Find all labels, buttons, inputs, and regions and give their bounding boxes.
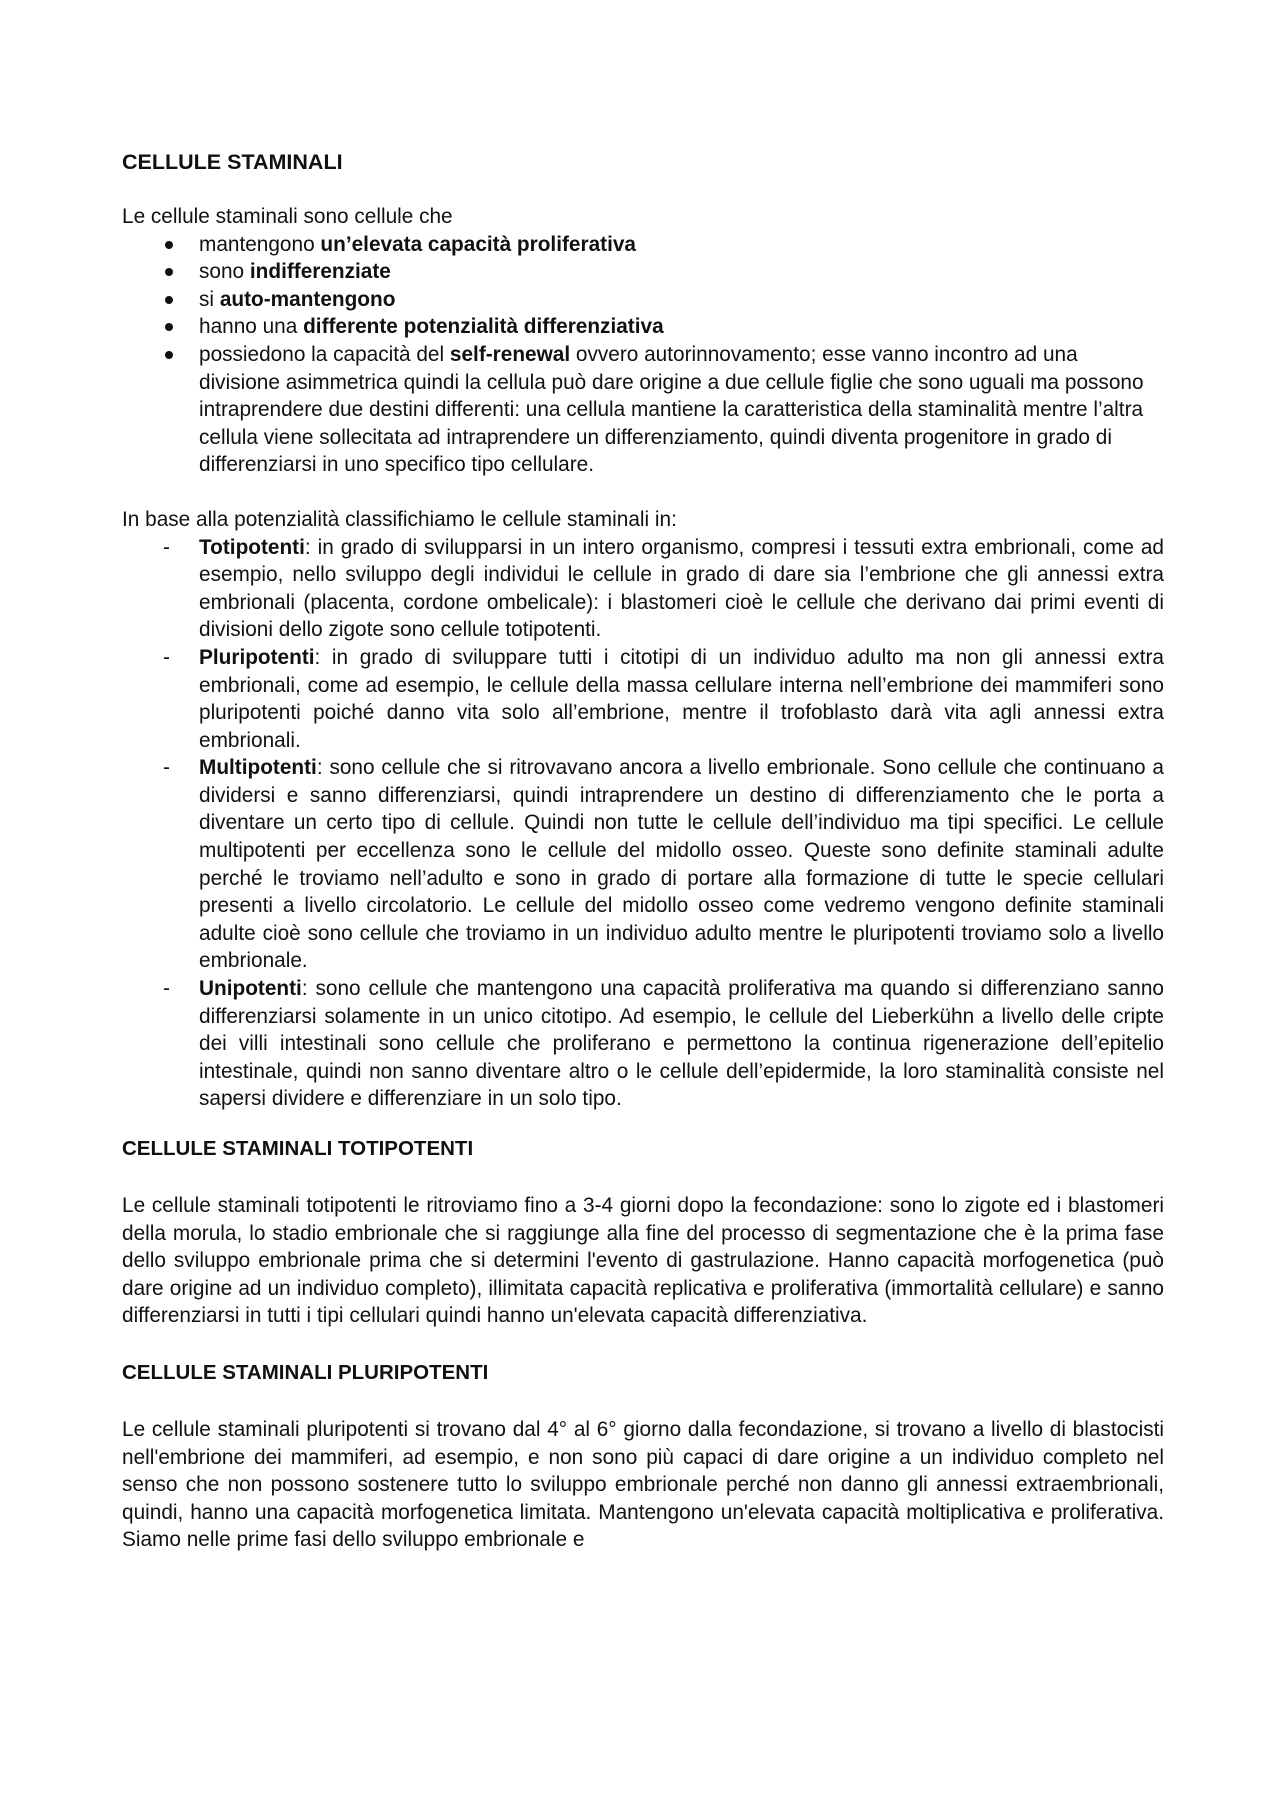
type-description: : in grado di svilupparsi in un intero organismo, compresi i tessuti extra embrionali, come ad esempio, nello sviluppo degli individui le cellule in grado di dare sia l’embrione che gli annessi extra embrionali (placenta, cordone ombelicale): i blastomeri cioè le cellule che derivano dai primi eventi di divisioni dello zigote sono cellule totipotenti. — [199, 535, 1164, 642]
section-text-totipotent: Le cellule staminali totipotenti le ritroviamo fino a 3-4 giorni dopo la fecondazione: sono lo zigote ed i blastomeri della morula, lo stadio embrionale che si raggiunge alla fine del processo di segmentazione che è la prima fase dello sviluppo embrionale prima che si determini l'evento di gastrulazione. Hanno capacità morfogenetica (può dare origine ad un individuo completo), illimitata capacità replicativa e proliferativa (immortalità cellulare) e sanno differenziarsi in tutti i tipi cellulari quindi hanno un'elevata capacità differenziativa. — [122, 1194, 1164, 1328]
type-description: : sono cellule che si ritrovavano ancora a livello embrionale. Sono cellule che continuano a dividersi e sanno differenziarsi, quindi intraprendere un destino di differenziamento che le porta a diventare un certo tipo di cellule. Quindi non tutte le cellule dell’individuo ma tipi specifici. Le cellule multipotenti per eccellenza sono le cellule del midollo osseo. Queste sono definite staminali adulte perché le troviamo nell’adulto e sono in grado di portare alla formazione di tutte le specie cellulari presenti a livello circolatorio. Le cellule del midollo osseo come vedremo vengono definite staminali adulte cioè sono cellule che troviamo in un individuo adulto mentre le pluripotenti troviamo solo a livello embrionale. — [199, 756, 1164, 973]
feature-highlight: self-renewal — [449, 342, 571, 366]
features-list — [122, 231, 1164, 479]
feature-text: ovvero autorinnovamento; esse vanno incontro ad una divisione asimmetrica quindi la cellula può dare origine a due cellule figlie che sono uguali ma possono intraprendere due destini differenti: una cellula mantiene la caratteristica della staminalità mentre l’altra cellula viene sollecitata ad intraprendere un differenziamento, quindi diventa progenitore in grado di differenziarsi in uno specifico tipo cellulare. — [199, 342, 1144, 477]
section-heading-totipotent: CELLULE STAMINALI TOTIPOTENTI — [122, 1137, 474, 1160]
feature-text: sono — [199, 260, 250, 284]
feature-highlight: auto-mantengono — [219, 287, 396, 311]
feature-text: mantengono — [199, 232, 321, 256]
section-heading-pluripotent: CELLULE STAMINALI PLURIPOTENTI — [122, 1360, 489, 1384]
feature-text: hanno una — [199, 315, 304, 339]
feature-item — [122, 258, 1164, 286]
type-term: Totipotenti — [199, 535, 305, 559]
feature-text: si — [199, 287, 220, 311]
type-term: Unipotenti — [199, 977, 302, 1001]
type-description: : in grado di sviluppare tutti i citotipi di un individuo adulto ma non gli annessi extra embrionali, come ad esempio, le cellule della massa cellulare interna nell’embrione dei mammiferi sono pluripotenti poiché danno vita solo all’embrione, mentre il trofoblasto darà vita agli annessi extra embrionali. — [199, 645, 1164, 752]
feature-text: possiedono la capacità del — [199, 342, 450, 366]
types-list — [122, 534, 1164, 1113]
intro-text: Le cellule staminali sono cellule che — [122, 205, 453, 228]
feature-item — [122, 231, 1164, 259]
type-item-unipotent — [122, 975, 1164, 1113]
type-term: Multipotenti — [199, 756, 317, 780]
type-item-multipotent — [122, 754, 1164, 975]
feature-item — [122, 313, 1164, 341]
feature-item — [122, 341, 1164, 479]
feature-highlight: differente potenzialità differenziativa — [303, 315, 664, 339]
classification-intro: In base alla potenzialità classifichiamo le cellule staminali in: — [122, 507, 677, 531]
feature-highlight: un’elevata capacità proliferativa — [320, 232, 636, 256]
feature-item — [122, 286, 1164, 314]
type-item-totipotent — [122, 534, 1164, 644]
section-text-pluripotent: Le cellule staminali pluripotenti si trovano dal 4° al 6° giorno dalla fecondazione, si trovano a livello di blastocisti nell'embrione dei mammiferi, ad esempio, e non sono più capaci di dare origine a un individuo completo nel senso che non possono sostenere tutto lo sviluppo embrionale perché non danno gli annessi extraembrionali, quindi, hanno una capacità morfogenetica limitata. Mantengono un'elevata capacità moltiplicativa e proliferativa. Siamo nelle prime fasi dello sviluppo embrionale e — [122, 1417, 1164, 1552]
page-title: CELLULE STAMINALI — [122, 150, 343, 174]
type-term: Pluripotenti — [199, 645, 315, 669]
type-description: : sono cellule che mantengono una capacità proliferativa ma quando si differenziano sanno differenziarsi solamente in un unico citotipo. Ad esempio, le cellule del Lieberkühn a livello delle cripte dei villi intestinali sono cellule che proliferano e permettono la continua rigenerazione dell’epitelio intestinale, quindi non sanno diventare altro o le cellule dell’epidermide, la loro staminalità consiste nel sapersi dividere e differenziare in un solo tipo. — [199, 977, 1164, 1111]
type-item-pluripotent — [122, 644, 1164, 754]
feature-highlight: indifferenziate — [249, 260, 391, 284]
